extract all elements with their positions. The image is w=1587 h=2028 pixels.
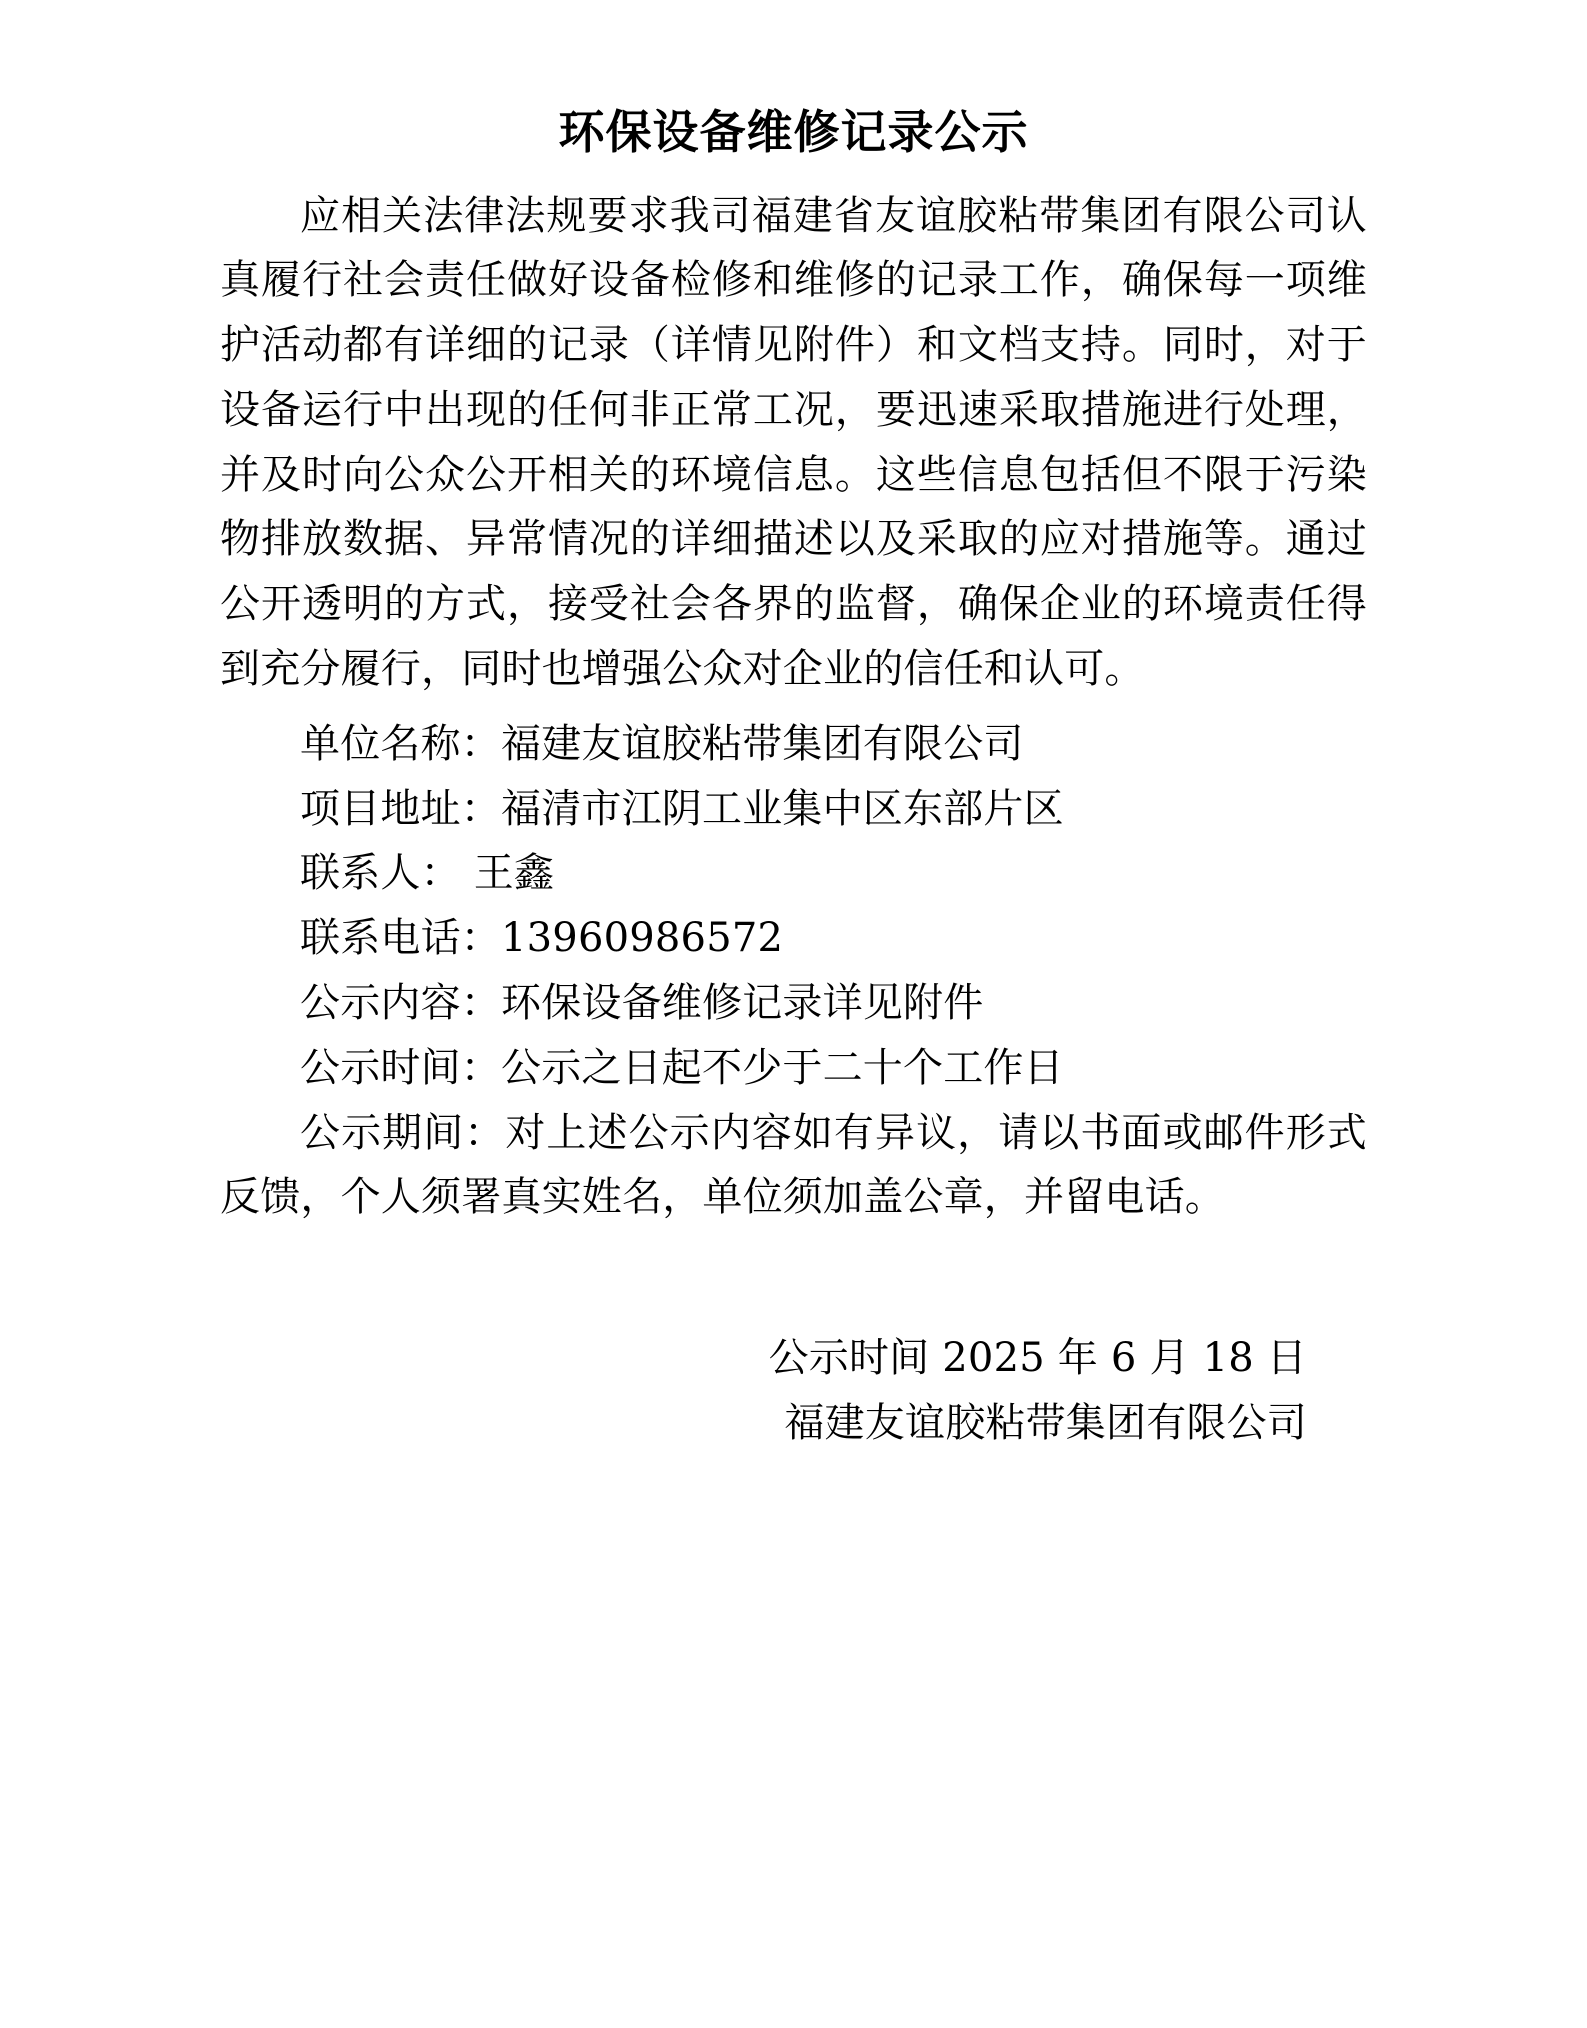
- field-label-project-address: 项目地址：: [300, 785, 501, 832]
- field-label-contact-person: 联系人：: [300, 850, 461, 897]
- signature-date: 公示时间 2025 年 6 月 18 日: [768, 1335, 1307, 1382]
- field-row-disclosure-content: [220, 971, 1367, 1036]
- field-label-company-name: 单位名称：: [300, 720, 501, 767]
- field-value-contact-phone: 13960986572: [501, 915, 784, 962]
- field-label-disclosure-duration: 公示时间：: [300, 1044, 501, 1091]
- signature-company: 福建友谊胶粘带集团有限公司: [784, 1400, 1307, 1447]
- objection-notice-paragraph: 公示期间：对上述公示内容如有异议，请以书面或邮件形式反馈，个人须署真实姓名，单位须加盖公章，并留电话。: [220, 1109, 1367, 1221]
- field-value-contact-person: 王鑫: [460, 850, 555, 897]
- field-value-company-name: 福建友谊胶粘带集团有限公司: [501, 720, 1024, 767]
- intro-paragraph: 应相关法律法规要求我司福建省友谊胶粘带集团有限公司认真履行社会责任做好设备检修和维修的记录工作，确保每一项维护活动都有详细的记录（详情见附件）和文档支持。同时，对于设备运行中出现的任何非正常工况，要迅速采取措施进行处理，并及时向公众公开相关的环境信息。这些信息包括但不限于污染物排放数据、异常情况的详细描述以及采取的应对措施等。通过公开透明的方式，接受社会各界的监督，确保企业的环境责任得到充分履行，同时也增强公众对企业的信任和认可。: [220, 192, 1367, 693]
- field-row-company-name: [220, 712, 1367, 777]
- signature-block: [220, 1326, 1367, 1456]
- field-label-contact-phone: 联系电话：: [300, 915, 501, 962]
- field-row-project-address: [220, 777, 1367, 842]
- field-row-contact-person: [220, 841, 1367, 906]
- field-row-contact-phone: [220, 906, 1367, 971]
- field-value-project-address: 福清市江阴工业集中区东部片区: [501, 785, 1064, 832]
- field-label-disclosure-content: 公示内容：: [300, 980, 501, 1027]
- field-value-disclosure-duration: 公示之日起不少于二十个工作日: [501, 1044, 1064, 1091]
- page-title: 环保设备维修记录公示: [558, 105, 1029, 159]
- field-value-disclosure-content: 环保设备维修记录详见附件: [501, 980, 984, 1027]
- field-row-disclosure-duration: [220, 1036, 1367, 1101]
- field-list: [220, 712, 1367, 1101]
